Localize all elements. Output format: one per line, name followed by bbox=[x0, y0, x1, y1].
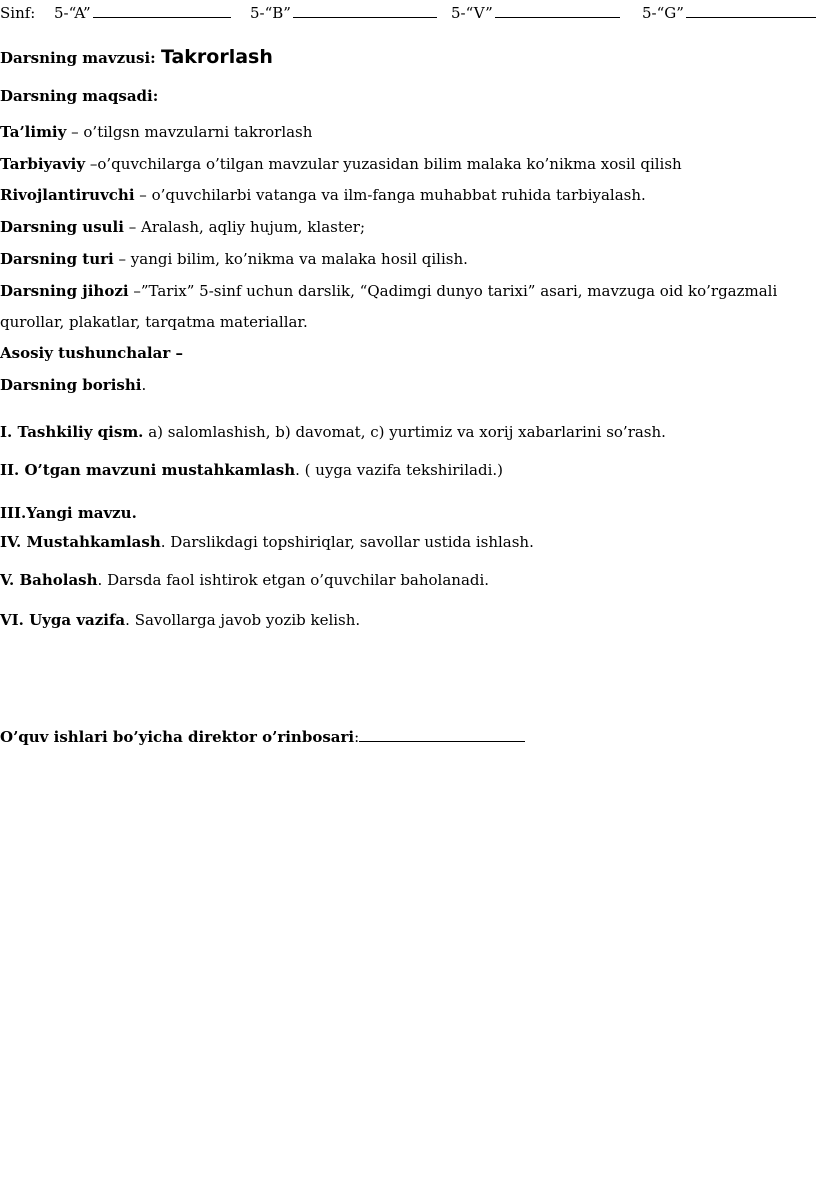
topic-label: Darsning mavzusi: bbox=[0, 49, 161, 67]
topic-line bbox=[0, 45, 273, 70]
jihozi-line bbox=[0, 281, 777, 301]
turi-text: – yangi bilim, ko’nikma va malaka hosil qilish. bbox=[113, 250, 468, 268]
signature-blank bbox=[359, 727, 525, 742]
tarbiyaviy-line bbox=[0, 154, 682, 174]
class-field-v bbox=[451, 3, 620, 23]
jihozi-text: –”Tarix” 5-sinf uchun darslik, “Qadimgi dunyo tarixi” asari, mavzuga oid ko’rgazmali bbox=[128, 282, 778, 300]
borishi-line bbox=[0, 375, 146, 395]
jihozi-text-2: qurollar, plakatlar, tarqatma materiallar. bbox=[0, 313, 308, 331]
topic-value: Takrorlash bbox=[160, 46, 273, 68]
goal-heading bbox=[0, 86, 158, 106]
class-blank-a bbox=[93, 3, 231, 18]
goal-heading-text: Darsning maqsadi: bbox=[0, 87, 159, 105]
talimiy-text: – o’tilgsn mavzularni takrorlash bbox=[66, 123, 313, 141]
stage-3 bbox=[0, 503, 137, 523]
stage-6-label: VI. Uyga vazifa bbox=[0, 611, 126, 629]
class-blank-g bbox=[686, 3, 816, 18]
stage-5-label: V. Baholash bbox=[0, 571, 98, 589]
stage-1-text: a) salomlashish, b) davomat, c) yurtimiz va xorij xabarlarini so’rash. bbox=[143, 423, 666, 441]
stage-5 bbox=[0, 570, 489, 590]
tarbiyaviy-text: –o’quvchilarga o’tilgan mavzular yuzasidan bilim malaka ko’nikma xosil qilish bbox=[85, 155, 682, 173]
talimiy-label: Ta’limiy bbox=[0, 123, 67, 141]
rivoj-text: – o’quvchilarbi vatanga va ilm-fanga muhabbat ruhida tarbiyalash. bbox=[134, 186, 646, 204]
borishi-text: . bbox=[141, 376, 147, 394]
stage-2 bbox=[0, 460, 503, 480]
stage-2-text: . ( uyga vazifa tekshiriladi.) bbox=[295, 461, 503, 479]
stage-6 bbox=[0, 610, 360, 630]
talimiy-line bbox=[0, 122, 312, 142]
stage-3-label: III.Yangi mavzu. bbox=[0, 504, 137, 522]
tushunchalar-line bbox=[0, 343, 183, 363]
stage-6-text: . Savollarga javob yozib kelish. bbox=[125, 611, 361, 629]
usuli-text: – Aralash, aqliy hujum, klaster; bbox=[123, 218, 366, 236]
rivoj-line bbox=[0, 185, 646, 205]
tushunchalar-label: Asosiy tushunchalar – bbox=[0, 344, 183, 362]
class-label-b: 5-“B” bbox=[250, 4, 291, 22]
borishi-label: Darsning borishi bbox=[0, 376, 142, 394]
stage-4 bbox=[0, 532, 534, 552]
class-blank-v bbox=[495, 3, 620, 18]
stage-4-label: IV. Mustahkamlash bbox=[0, 533, 161, 551]
signature-line bbox=[0, 727, 525, 747]
class-field-b bbox=[250, 3, 437, 23]
sinf-label: Sinf: bbox=[0, 4, 36, 22]
class-blank-b bbox=[293, 3, 437, 18]
signature-label: O’quv ishlari bo’yicha direktor o’rinbosari bbox=[0, 728, 355, 746]
tarbiyaviy-label: Tarbiyaviy bbox=[0, 155, 86, 173]
class-label-v: 5-“V” bbox=[451, 4, 493, 22]
turi-line bbox=[0, 249, 468, 269]
stage-1-label: I. Tashkiliy qism. bbox=[0, 423, 144, 441]
usuli-line bbox=[0, 217, 365, 237]
stage-5-text: . Darsda faol ishtirok etgan o’quvchilar baholanadi. bbox=[97, 571, 490, 589]
usuli-label: Darsning usuli bbox=[0, 218, 124, 236]
stage-1 bbox=[0, 422, 666, 442]
class-label-g: 5-“G” bbox=[642, 4, 684, 22]
jihozi-label: Darsning jihozi bbox=[0, 282, 129, 300]
jihozi-line-2 bbox=[0, 312, 308, 332]
class-label-a: 5-“A” bbox=[54, 4, 91, 22]
turi-label: Darsning turi bbox=[0, 250, 114, 268]
rivoj-label: Rivojlantiruvchi bbox=[0, 186, 135, 204]
signature-colon: : bbox=[354, 728, 360, 746]
stage-4-text: . Darslikdagi topshiriqlar, savollar ustida ishlash. bbox=[160, 533, 534, 551]
class-field-a bbox=[54, 3, 231, 23]
stage-2-label: II. O’tgan mavzuni mustahkamlash bbox=[0, 461, 296, 479]
class-field-g bbox=[642, 3, 816, 23]
